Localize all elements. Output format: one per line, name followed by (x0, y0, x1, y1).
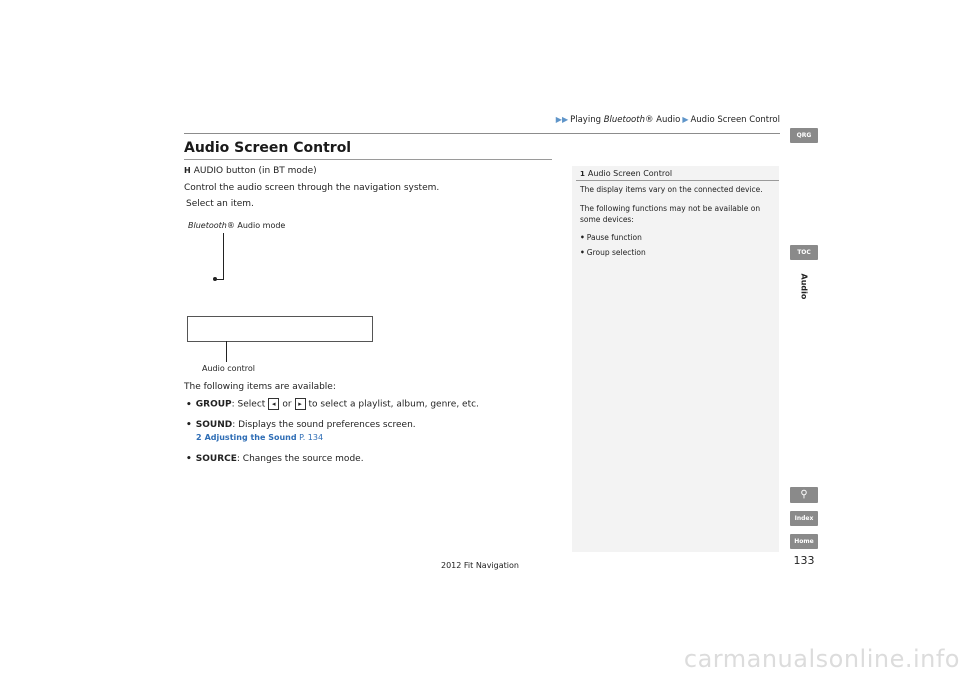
callout-bt-mode-tail: ® Audio mode (226, 221, 286, 230)
note-number: 1 (580, 170, 585, 178)
breadcrumb (400, 115, 780, 125)
sound-cross-reference[interactable] (196, 433, 323, 442)
page-number: 133 (793, 554, 815, 567)
footer-text: 2012 Fit Navigation (441, 561, 519, 570)
item-source (186, 454, 364, 464)
breadcrumb-arrow-icon: ▶ (682, 115, 689, 124)
right-arrow-icon: ▸ (295, 398, 306, 410)
note-rule (576, 180, 779, 181)
sound-ref-page[interactable]: P. 134 (296, 433, 324, 442)
tab-qrg[interactable]: QRG (790, 128, 818, 143)
note-title-text: Audio Screen Control (587, 169, 673, 178)
breadcrumb-part2: Audio Screen Control (690, 115, 780, 125)
cross-reference-icon: 2 (196, 433, 202, 442)
breadcrumb-part1-tail: ® Audio (644, 115, 681, 125)
section-label: Audio (799, 273, 809, 300)
left-arrow-icon: ◂ (268, 398, 279, 410)
callout-line-vertical (223, 233, 224, 280)
callout-line-horizontal (216, 279, 224, 280)
source-desc: : Changes the source mode. (236, 454, 364, 464)
note-line2b: some devices: (580, 215, 634, 224)
instruction-text: Select an item. (186, 199, 254, 209)
sound-ref-title[interactable]: Adjusting the Sound (204, 433, 297, 442)
audio-control-box (187, 316, 373, 342)
group-or: or (282, 399, 292, 410)
bullet-icon: • (580, 248, 585, 257)
group-pre: : Select (231, 399, 266, 410)
callout-dot (213, 277, 217, 281)
note-line1: The display items vary on the connected device. (580, 185, 763, 194)
title-rule (184, 159, 552, 160)
bullet-icon: • (186, 454, 192, 464)
note-bullet1 (580, 232, 642, 243)
bullet-icon: • (580, 233, 585, 242)
breadcrumb-part1-italic: Bluetooth (603, 115, 645, 125)
button-reference-text: AUDIO button (in BT mode) (193, 166, 317, 176)
breadcrumb-arrow-icon: ▶▶ (555, 115, 569, 124)
note-line2a: The following functions may not be available on (580, 204, 761, 213)
voice-command-icon[interactable]: ⚲ (790, 487, 818, 503)
home-button-icon: H (184, 166, 191, 175)
header-rule (184, 133, 780, 134)
page-title: Audio Screen Control (184, 140, 352, 156)
note-title (580, 169, 672, 178)
callout-bt-mode-italic: Bluetooth (188, 221, 227, 230)
note-bullet2 (580, 247, 646, 258)
callout-bt-mode (188, 221, 285, 230)
watermark: carmanualsonline.info (683, 645, 960, 673)
tab-home[interactable]: Home (790, 534, 818, 549)
audio-control-callout-line (226, 341, 227, 362)
note-bullet2-text: Group selection (586, 248, 646, 257)
item-sound (186, 420, 416, 430)
item-group (186, 398, 479, 410)
group-post: to select a playlist, album, genre, etc. (308, 399, 479, 410)
bullet-icon: • (186, 420, 192, 430)
callout-audio-control: Audio control (202, 364, 256, 373)
breadcrumb-part1: Playing (570, 115, 604, 125)
group-key: GROUP (195, 399, 232, 410)
bullet-icon: • (186, 399, 192, 410)
tab-index[interactable]: Index (790, 511, 818, 526)
note-bullet1-text: Pause function (586, 233, 642, 242)
items-intro: The following items are available: (184, 382, 336, 392)
source-key: SOURCE (195, 454, 237, 464)
tab-toc[interactable]: TOC (790, 245, 818, 260)
button-reference (184, 166, 317, 176)
sound-desc: : Displays the sound preferences screen. (232, 420, 416, 430)
sound-key: SOUND (195, 420, 233, 430)
intro-text: Control the audio screen through the navigation system. (184, 183, 440, 193)
